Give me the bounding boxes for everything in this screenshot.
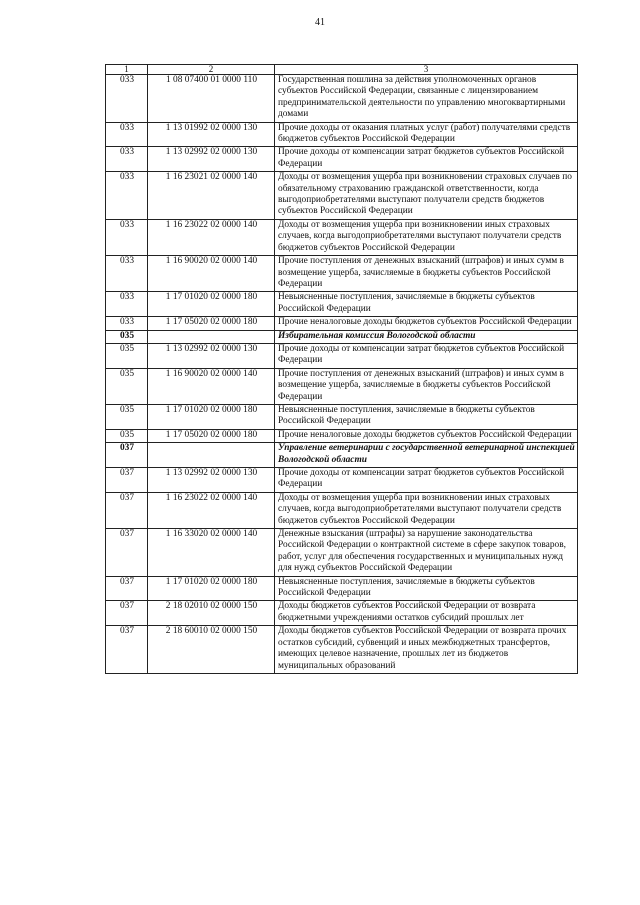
budget-code-cell: 1 16 23022 02 0000 140 [148,219,275,255]
revenue-name-cell: Прочие доходы от компенсации затрат бюджетов субъектов Российской Федерации [275,147,578,172]
budget-code-cell: 1 16 23022 02 0000 140 [148,492,275,528]
revenue-name-cell: Невыясненные поступления, зачисляемые в бюджеты субъектов Российской Федерации [275,576,578,601]
admin-code-cell: 037 [106,601,148,626]
revenue-name-cell: Государственная пошлина за действия уполномоченных органов субъектов Российской Федерации, связанные с лицензированием предпринимательской деятельности по управлению многоквартирными домами [275,75,578,123]
revenue-name-cell: Прочие неналоговые доходы бюджетов субъектов Российской Федерации [275,317,578,330]
revenue-name-cell: Прочие неналоговые доходы бюджетов субъектов Российской Федерации [275,429,578,442]
revenue-name-cell: Доходы бюджетов субъектов Российской Федерации от возврата прочих остатков субсидий, субвенций и иных межбюджетных трансфертов, имеющих целевое назначение, прошлых лет из бюджетов муниципальных образований [275,626,578,674]
revenue-name-cell: Управление ветеринарии с государственной ветеринарной инспекцией Вологодской области [275,443,578,468]
budget-code-cell: 2 18 02010 02 0000 150 [148,601,275,626]
page-number: 41 [315,17,325,28]
revenue-name-cell: Прочие доходы от компенсации затрат бюджетов субъектов Российской Федерации [275,468,578,493]
table-row [106,468,578,493]
table-row [106,122,578,147]
budget-revenue-table [105,64,578,674]
column-header-1: 1 [106,65,148,75]
admin-code-cell: 037 [106,576,148,601]
table-row [106,219,578,255]
table-section-row [106,443,578,468]
table-row [106,368,578,404]
column-header-3: 3 [275,65,578,75]
table-row [106,601,578,626]
revenue-name-cell: Прочие поступления от денежных взысканий (штрафов) и иных сумм в возмещение ущерба, зачисляемые в бюджеты субъектов Российской Федерации [275,256,578,292]
budget-code-cell: 1 13 01992 02 0000 130 [148,122,275,147]
table-header-row [106,65,578,75]
table-row [106,75,578,123]
budget-code-cell [148,443,275,468]
admin-code-cell: 033 [106,292,148,317]
budget-code-cell: 1 13 02992 02 0000 130 [148,147,275,172]
budget-code-cell: 1 17 01020 02 0000 180 [148,404,275,429]
admin-code-cell: 037 [106,529,148,577]
admin-code-cell: 037 [106,492,148,528]
budget-code-cell: 2 18 60010 02 0000 150 [148,626,275,674]
budget-code-cell: 1 17 05020 02 0000 180 [148,429,275,442]
revenue-name-cell: Доходы от возмещения ущерба при возникновении страховых случаев по обязательному страхованию гражданской ответственности, когда выгодоприобретателями выступают получатели средств бюджетов субъектов Российской Федерации [275,172,578,220]
admin-code-cell: 035 [106,343,148,368]
revenue-name-cell: Невыясненные поступления, зачисляемые в бюджеты субъектов Российской Федерации [275,404,578,429]
table-row [106,256,578,292]
budget-code-cell: 1 17 01020 02 0000 180 [148,292,275,317]
admin-code-cell: 035 [106,330,148,343]
table-row [106,147,578,172]
column-header-2: 2 [148,65,275,75]
revenue-name-cell: Избирательная комиссия Вологодской области [275,330,578,343]
budget-code-cell: 1 13 02992 02 0000 130 [148,343,275,368]
admin-code-cell: 033 [106,219,148,255]
admin-code-cell: 037 [106,468,148,493]
table-row [106,172,578,220]
table-row [106,404,578,429]
admin-code-cell: 035 [106,429,148,442]
admin-code-cell: 033 [106,256,148,292]
budget-code-cell: 1 08 07400 01 0000 110 [148,75,275,123]
admin-code-cell: 033 [106,172,148,220]
budget-code-cell: 1 16 90020 02 0000 140 [148,368,275,404]
table-row [106,343,578,368]
revenue-name-cell: Денежные взыскания (штрафы) за нарушение законодательства Российской Федерации о контрактной системе в сфере закупок товаров, работ, услуг для обеспечения государственных и муниципальных нужд для нужд субъектов Российской Федерации [275,529,578,577]
revenue-name-cell: Прочие доходы от оказания платных услуг (работ) получателями средств бюджетов субъектов Российской Федерации [275,122,578,147]
revenue-name-cell: Доходы от возмещения ущерба при возникновении иных страховых случаев, когда выгодоприобретателями выступают получатели средств бюджетов субъектов Российской Федерации [275,492,578,528]
budget-code-cell: 1 13 02992 02 0000 130 [148,468,275,493]
admin-code-cell: 033 [106,122,148,147]
table-row [106,429,578,442]
revenue-name-cell: Невыясненные поступления, зачисляемые в бюджеты субъектов Российской Федерации [275,292,578,317]
admin-code-cell: 033 [106,317,148,330]
budget-code-cell: 1 17 05020 02 0000 180 [148,317,275,330]
admin-code-cell: 037 [106,626,148,674]
budget-code-cell [148,330,275,343]
table-body [106,75,578,674]
table-row [106,292,578,317]
admin-code-cell: 033 [106,75,148,123]
budget-code-cell: 1 16 23021 02 0000 140 [148,172,275,220]
revenue-name-cell: Прочие доходы от компенсации затрат бюджетов субъектов Российской Федерации [275,343,578,368]
admin-code-cell: 033 [106,147,148,172]
admin-code-cell: 035 [106,368,148,404]
table-row [106,492,578,528]
budget-code-cell: 1 17 01020 02 0000 180 [148,576,275,601]
revenue-name-cell: Доходы от возмещения ущерба при возникновении иных страховых случаев, когда выгодоприобретателями выступают получатели средств бюджетов субъектов Российской Федерации [275,219,578,255]
revenue-name-cell: Доходы бюджетов субъектов Российской Федерации от возврата бюджетными учреждениями остатков субсидий прошлых лет [275,601,578,626]
budget-code-cell: 1 16 33020 02 0000 140 [148,529,275,577]
table-row [106,529,578,577]
budget-code-cell: 1 16 90020 02 0000 140 [148,256,275,292]
table-row [106,317,578,330]
table-row [106,626,578,674]
admin-code-cell: 035 [106,404,148,429]
admin-code-cell: 037 [106,443,148,468]
table-section-row [106,330,578,343]
table-row [106,576,578,601]
revenue-name-cell: Прочие поступления от денежных взысканий (штрафов) и иных сумм в возмещение ущерба, зачисляемые в бюджеты субъектов Российской Федерации [275,368,578,404]
